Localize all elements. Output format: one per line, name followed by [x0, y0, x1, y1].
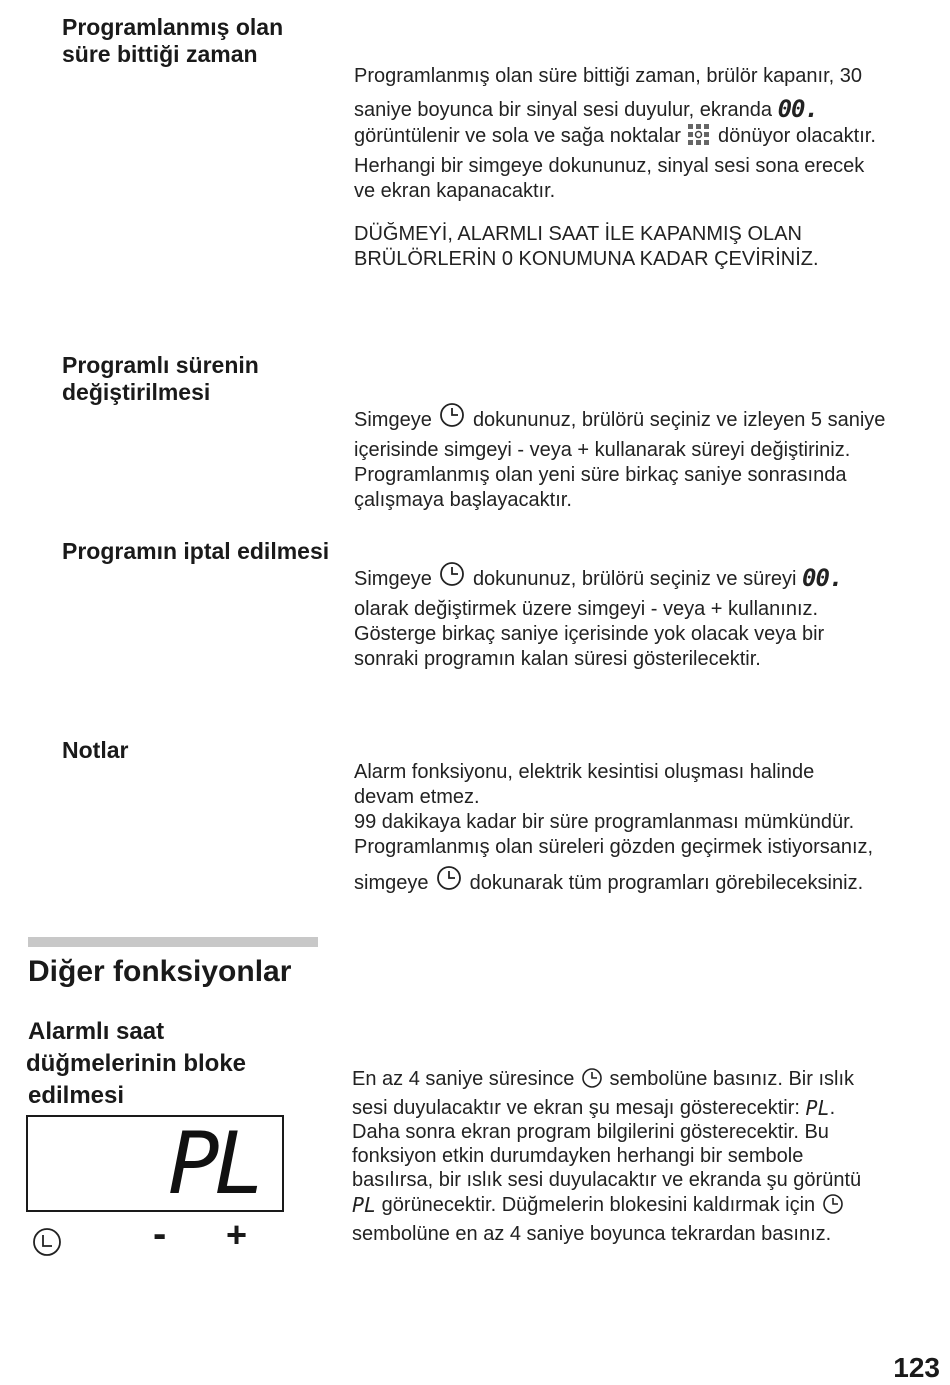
heading-line: Alarmlı saat: [28, 1018, 165, 1045]
heading-line: Programın iptal edilmesi: [62, 538, 330, 564]
heading-notes: [62, 737, 128, 764]
plus-button[interactable]: +: [226, 1214, 248, 1255]
heading-line: Programlı sürenin: [62, 352, 259, 378]
text-line: görünecektir. Düğmelerin blokesini kaldırmak için: [381, 1194, 816, 1216]
text-line: dokunarak tüm programları görebileceksiniz.: [469, 872, 864, 894]
text-line: Alarm fonksiyonu, elektrik kesintisi oluşması halinde: [354, 761, 815, 783]
clock-icon: [580, 1066, 604, 1096]
text-line: Programlanmış olan yeni süre birkaç saniye sonrasında: [354, 464, 847, 486]
paragraph-cancel-program: [354, 562, 842, 672]
text-line: simgeye: [354, 872, 429, 894]
text-line: Simgeye: [354, 568, 432, 590]
section-divider-bar: [28, 937, 318, 947]
heading-lock-buttons: [28, 1016, 246, 1112]
clock-icon: [821, 1192, 845, 1222]
heading-change-duration: [62, 352, 259, 406]
heading-line: değiştirilmesi: [62, 379, 211, 405]
heading-cancel-program: [62, 538, 329, 565]
display-pl-symbol: PL: [805, 1096, 830, 1120]
paragraph-notes: [354, 760, 873, 901]
text-line: DÜĞMEYİ, ALARMLI SAAT İLE KAPANMIŞ OLAN: [354, 223, 802, 245]
text-line: görüntülenir ve sola ve sağa noktalar: [354, 125, 681, 147]
minus-button[interactable]: -: [153, 1212, 167, 1256]
display-00-symbol: 00.: [777, 95, 818, 123]
text-line: .: [829, 1097, 836, 1119]
heading-line: Programlanmış olan: [62, 14, 284, 40]
text-line: olarak değiştirmek üzere simgeyi - veya + kullanınız.: [354, 598, 819, 620]
rotating-dots-icon: [686, 123, 712, 154]
text-line: sonraki programın kalan süresi gösterilecektir.: [354, 648, 761, 670]
text-line: sesi duyulacaktır ve ekran şu mesajı gösterecektir:: [352, 1097, 800, 1119]
text-line: çalışmaya başlayacaktır.: [354, 489, 572, 511]
warning-paragraph: [354, 222, 819, 272]
text-line: Herhangi bir simgeye dokununuz, sinyal sesi sona erecek: [354, 155, 865, 177]
text-line: Gösterge birkaç saniye içerisinde yok olacak veya bir: [354, 623, 825, 645]
section-title: Diğer fonksiyonlar: [28, 955, 292, 988]
text-line: 99 dakikaya kadar bir süre programlanması mümkündür.: [354, 811, 855, 833]
text-line: fonksiyon etkin durumdayken herhangi bir sembole: [352, 1145, 804, 1167]
text-line: En az 4 saniye süresince: [352, 1068, 575, 1090]
text-line: Simgeye: [354, 409, 432, 431]
text-line: Programlanmış olan süreleri gözden geçirmek istiyorsanız,: [354, 836, 874, 858]
display-pl-symbol: PL: [352, 1193, 377, 1217]
text-line: sembolüne basınız. Bir ıslık: [609, 1068, 855, 1090]
text-line: Programlanmış olan süre bittiği zaman, brülör kapanır, 30: [354, 65, 863, 87]
text-line: sembolüne en az 4 saniye boyunca tekrardan basınız.: [352, 1223, 832, 1245]
display-panel: [26, 1115, 284, 1212]
heading-line: düğmelerinin bloke: [26, 1050, 247, 1077]
clock-icon: [434, 866, 464, 901]
text-line: saniye boyunca bir sinyal sesi duyulur, ekranda: [354, 99, 773, 121]
paragraph-lock-buttons: [352, 1066, 861, 1246]
paragraph-change-duration: [354, 403, 885, 513]
clock-button-icon[interactable]: [30, 1225, 64, 1264]
text-line: basılırsa, bir ıslık sesi duyulacaktır ve ekranda şu görüntü: [352, 1169, 862, 1191]
text-line: ve ekran kapanacaktır.: [354, 180, 556, 202]
text-line: Daha sonra ekran program bilgilerini gösterecektir. Bu: [352, 1121, 829, 1143]
heading-line: Notlar: [62, 737, 129, 763]
clock-icon: [437, 562, 467, 597]
heading-line: süre bittiği zaman: [62, 41, 258, 67]
text-line: içerisinde simgeyi - veya + kullanarak süreyi değiştiriniz.: [354, 439, 851, 461]
clock-icon: [437, 403, 467, 438]
display-pl-text: PL: [168, 1114, 260, 1214]
text-line: dokununuz, brülörü seçiniz ve süreyi: [472, 568, 797, 590]
text-line: devam etmez.: [354, 786, 480, 808]
text-line: dönüyor olacaktır.: [718, 125, 876, 147]
paragraph-program-finished: [354, 64, 876, 204]
display-00-symbol: 00.: [802, 564, 843, 592]
page-number: 123: [893, 1352, 940, 1383]
text-line: dokununuz, brülörü seçiniz ve izleyen 5 saniye: [472, 409, 886, 431]
heading-program-finished: [62, 14, 283, 68]
heading-line: edilmesi: [28, 1082, 125, 1109]
text-line: BRÜLÖRLERİN 0 KONUMUNA KADAR ÇEVİRİNİZ.: [354, 248, 819, 270]
